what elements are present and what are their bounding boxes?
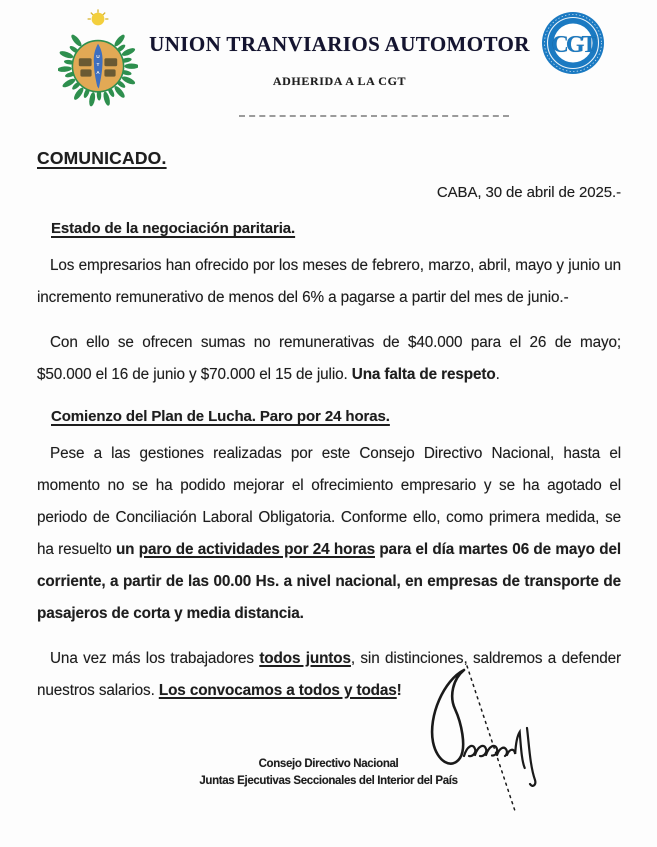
- uta-letter-a: A: [96, 71, 100, 77]
- uta-letter-u: U: [96, 55, 100, 61]
- comunicado-heading: COMUNICADO.: [37, 148, 167, 168]
- handwritten-signature: [420, 664, 550, 816]
- paragraph-offer: [37, 250, 621, 314]
- paragraph-sums-period: .: [495, 366, 500, 383]
- paragraph-sums-text: Con ello se ofrecen sumas no remunerativas de $40.000 para el 26 de mayo; $50.000 el 16 de junio y $70.000 el 15 de julio.: [37, 334, 621, 383]
- cgt-letters: CGT: [551, 32, 595, 58]
- paragraph-strike-detail: para el día martes 06 de mayo del corriente, a partir de las 00.00 Hs. a nivel nacional, en empresas de transporte de pasajeros de corta y media distancia.: [37, 541, 621, 622]
- paragraph-call-middle: , sin distinciones, saldremos a defender nuestros salarios.: [37, 650, 621, 699]
- paragraph-strike-un: un: [115, 541, 139, 558]
- org-title: UNION TRANVIARIOS AUTOMOTOR: [149, 32, 530, 56]
- sun-icon: [88, 9, 109, 25]
- paragraph-offer-text: Los empresarios han ofrecido por los meses de febrero, marzo, abril, mayo y junio un incremento remunerativo de menos del 6% a pagarse a partir del mes de junio.-: [37, 257, 621, 306]
- paragraph-strike-intro: Pese a las gestiones realizadas por este Consejo Directivo Nacional, hasta el momento no se ha podido mejorar el ofrecimiento empresario y se ha agotado el periodo de Conciliación Laboral Obligatoria. Conforme ello, como primera medida, se ha resuelto: [37, 445, 621, 558]
- signature-line2: Juntas Ejecutivas Seccionales del Interior del País: [199, 775, 458, 787]
- uta-emblem-logo: [58, 8, 138, 110]
- letterhead-text: [138, 32, 541, 89]
- org-affiliation: ADHERIDA A LA CGT: [272, 74, 407, 88]
- separator-dashed-line: [239, 115, 509, 117]
- section-heading-strike: Comienzo del Plan de Lucha. Paro por 24 horas.: [51, 408, 390, 425]
- cgt-logo: [541, 11, 605, 75]
- signature-line1: Consejo Directivo Nacional: [258, 758, 399, 770]
- uta-letter-t: T: [96, 63, 100, 69]
- paragraph-call-exclamation: !: [396, 682, 402, 699]
- phrase-convocamos: Los convocamos a todos y todas: [158, 682, 397, 699]
- phrase-falta-de-respeto: Una falta de respeto: [351, 366, 496, 383]
- paragraph-strike: [37, 438, 621, 630]
- paragraph-call-intro: Una vez más los trabajadores: [50, 650, 260, 667]
- dateline: CABA, 30 de abril de 2025.-: [436, 184, 621, 201]
- phrase-paro-24-horas: paro de actividades por 24 horas: [138, 541, 375, 558]
- paragraph-sums: [37, 327, 621, 391]
- document-body: [0, 148, 657, 707]
- phrase-todos-juntos: todos juntos: [259, 650, 351, 667]
- section-heading-negotiation: Estado de la negociación paritaria.: [51, 220, 296, 237]
- letterhead: [0, 0, 657, 110]
